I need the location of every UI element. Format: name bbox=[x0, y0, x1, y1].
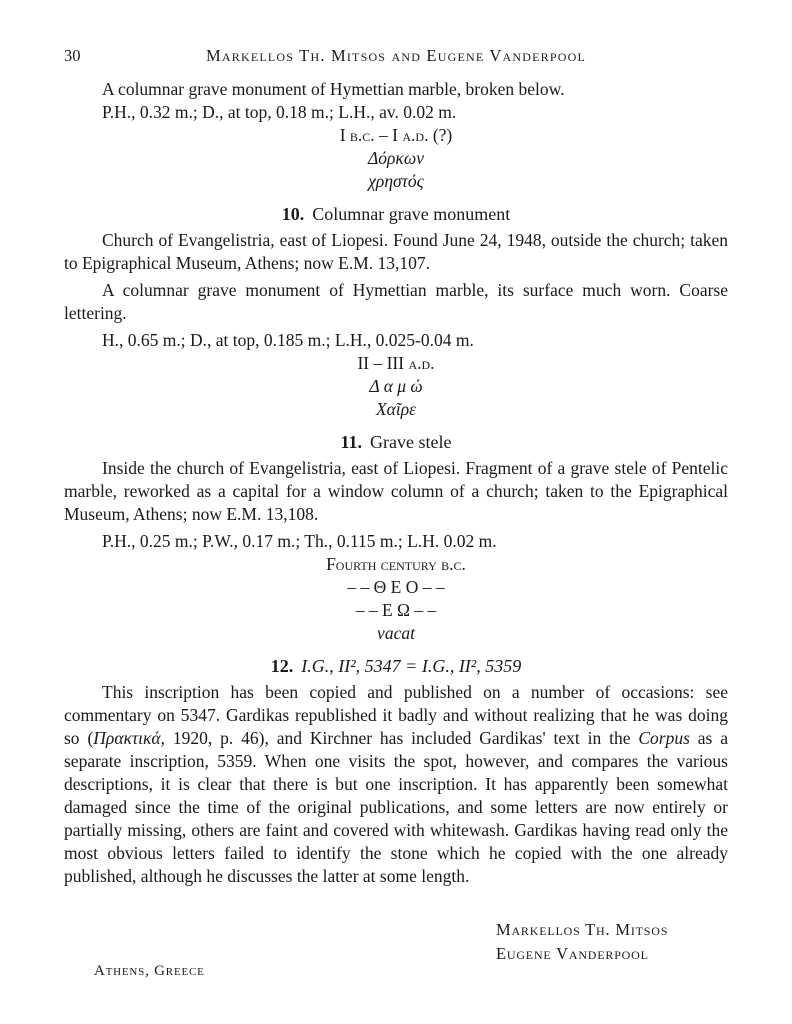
entry11-title: Grave stele bbox=[370, 432, 452, 452]
entry10-heading bbox=[64, 203, 728, 226]
running-head: Markellos Th. Mitsos and Eugene Vanderpool bbox=[206, 46, 586, 65]
entry10-number: 10. bbox=[281, 204, 305, 224]
article-body bbox=[64, 78, 728, 888]
entry10-description: A columnar grave monument of Hymettian marble, its surface much worn. Coarse lettering. bbox=[64, 280, 728, 323]
author-2: Eugene Vanderpool bbox=[496, 944, 649, 963]
entry12-text-part-2: , 1920, p. 46), and Kirchner has included Gardikas' text in the bbox=[160, 728, 639, 748]
entry12-corpus: Corpus bbox=[638, 728, 690, 748]
entry9-inscription-line-2: χρηστός bbox=[368, 171, 424, 191]
entry11-inscription-line-1: – – Θ Ε Ο – – bbox=[347, 577, 445, 597]
entry11-vacat: vacat bbox=[377, 623, 415, 643]
entry10-date: II – III a.d. bbox=[357, 353, 435, 373]
entry11-dimensions: P.H., 0.25 m.; P.W., 0.17 m.; Th., 0.115 m.; L.H. 0.02 m. bbox=[102, 531, 497, 551]
entry12-heading bbox=[64, 655, 728, 678]
entry9-description: A columnar grave monument of Hymettian marble, broken below. bbox=[102, 79, 565, 99]
entry11-number: 11. bbox=[340, 432, 363, 452]
entry9-dimensions: P.H., 0.32 m.; D., at top, 0.18 m.; L.H., av. 0.02 m. bbox=[102, 102, 457, 122]
entry11-date: Fourth century b.c. bbox=[326, 554, 466, 574]
entry11-heading bbox=[64, 431, 728, 454]
entry10-inscription-line-1: Δ α μ ώ bbox=[369, 376, 423, 396]
page-number: 30 bbox=[64, 46, 81, 65]
author-signature bbox=[496, 918, 668, 966]
entry12-number: 12. bbox=[270, 656, 294, 676]
entry12-commentary bbox=[64, 681, 728, 888]
entry11-inscription-line-2: – – Ε Ω – – bbox=[355, 600, 437, 620]
page-header bbox=[64, 44, 728, 68]
entry11-location: Inside the church of Evangelistria, east of Liopesi. Fragment of a grave stele of Pentelic marble, reworked as a capital for a window column of a church; taken to the Epigraphical Museum, Athens; now E.M. 13,108. bbox=[64, 458, 728, 524]
entry9-date: I b.c. – I a.d. (?) bbox=[339, 125, 453, 145]
entry10-location: Church of Evangelistria, east of Liopesi. Found June 24, 1948, outside the church; taken to Epigraphical Museum, Athens; now E.M. 13,107. bbox=[64, 230, 728, 273]
entry9-inscription-line-1: Δόρκων bbox=[368, 148, 424, 168]
entry12-text-part-3: as a separate inscription, 5359. When one visits the spot, however, and compares the various descriptions, it is clear that there is but one inscription. It has apparently been somewhat damaged since the time of the original publications, and some letters are now entirely or partially missing, others are faint and covered with whitewash. Gardikas having read only the most obvious letters failed to identify the stone which he copied with the one already published, although he discusses the latter at some length. bbox=[64, 728, 728, 886]
entry12-greek-reference: Πρακτικά bbox=[93, 728, 161, 748]
entry10-dimensions: H., 0.65 m.; D., at top, 0.185 m.; L.H., 0.025-0.04 m. bbox=[102, 330, 474, 350]
entry10-title: Columnar grave monument bbox=[312, 204, 511, 224]
entry10-inscription-line-2: Χαῖρε bbox=[375, 399, 417, 419]
author-1: Markellos Th. Mitsos bbox=[496, 920, 669, 939]
place-line: Athens, Greece bbox=[94, 963, 205, 979]
entry12-text-part-1: This inscription has been copied and published on a number of occasions: see commentary on 5347. Gardikas republished it badly and without realizing that he was doing so ( bbox=[64, 682, 728, 748]
entry12-title: I.G., II², 5347 = I.G., II², 5359 bbox=[301, 656, 522, 676]
